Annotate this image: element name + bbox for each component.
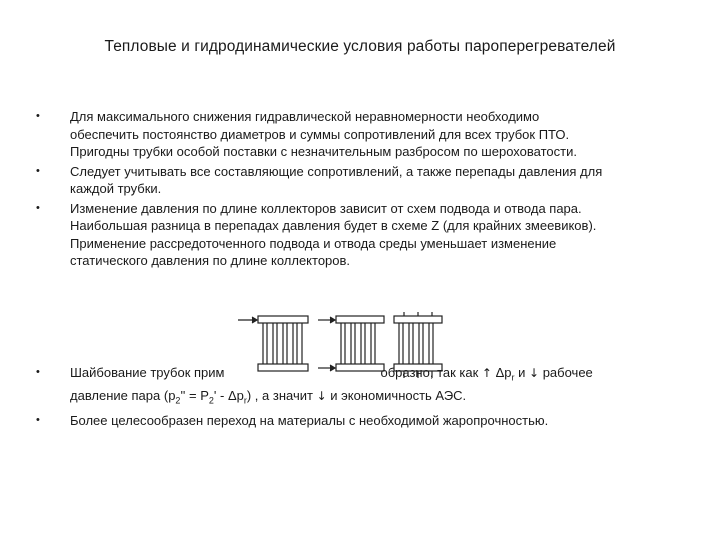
down-arrow-icon-2: ↓ [316, 389, 327, 404]
bullet-3-line-3: Применение рассредоточенного подвода и отвода среды уменьшает изменение [70, 235, 557, 251]
bullet-dot: • [36, 366, 40, 378]
bullet-dot: • [36, 201, 40, 214]
bullet-1-line-1: Для максимального снижения гидравлической неравномерности необходимо [70, 109, 540, 124]
bullet-1-line-3: Пригодны трубки особой поставки с незначительным разбросом по шероховатости. [70, 144, 577, 159]
bullet-4-l2d: ) , а значит [246, 388, 317, 404]
bullet-4-text-b: образно, так как [380, 365, 479, 380]
bullet-dot: • [36, 164, 40, 177]
delta-p-symbol: Δp [495, 365, 512, 380]
slide-title: Тепловые и гидродинамические условия работы пароперегревателей [104, 38, 616, 55]
subscript-r: r [511, 372, 515, 383]
bullet-dot: • [36, 110, 40, 122]
bullet-3-line-1: Изменение давления по длине коллекторов зависит от схем подвода и отвода пара. [70, 200, 582, 216]
bullet-4-l2e: и экономичность АЭС. [326, 388, 467, 404]
down-arrow-icon: ↓ [529, 366, 540, 380]
subscript-2b: 2 [208, 395, 214, 406]
bullet-item-2 [36, 163, 696, 198]
bullet-5-line-1: Более целесообразен переход на материалы с необходимой жаропрочностью. [70, 413, 549, 429]
scheme-distributed-diagram [394, 312, 442, 378]
bullet-4-line-2 [70, 387, 696, 410]
bullet-2-line-1: Следует учитывать все составляющие сопротивлений, а также перепады давления для [70, 163, 603, 179]
bullet-4-and: и [514, 365, 530, 380]
bullet-4-rab: рабочее [539, 365, 593, 380]
up-arrow-icon: ↑ [481, 366, 492, 380]
bullet-1-line-2: обеспечить постоянство диаметров и суммы сопротивлений для всех трубок ПТО. [70, 126, 570, 142]
bullet-4-text-a: Шайбование трубок прим [70, 365, 225, 380]
bullet-4-l2b: '' = P [180, 388, 209, 404]
bullet-4-l2a: давление пара (p [70, 388, 176, 404]
bullet-3-line-2: Наибольшая разница в перепадах давления будет в схеме Z (для крайних змеевиков). [70, 218, 597, 233]
scheme-u-diagram [318, 316, 384, 371]
collector-schemes-diagram [234, 312, 458, 382]
bullet-item-1 [36, 108, 696, 161]
bullet-2-line-2: каждой трубки. [70, 181, 162, 196]
subscript-r2: r [243, 395, 247, 406]
bullet-dot: • [36, 414, 40, 427]
bullet-list-top [36, 108, 696, 270]
scheme-z-diagram [238, 316, 308, 371]
bullet-item-5 [36, 412, 696, 430]
bullet-item-3 [36, 200, 696, 270]
bullet-4-l2c: ' - Δp [213, 388, 244, 404]
subscript-2: 2 [175, 395, 181, 406]
bullet-3-line-4: статического давления по длине коллекторов. [70, 253, 351, 268]
